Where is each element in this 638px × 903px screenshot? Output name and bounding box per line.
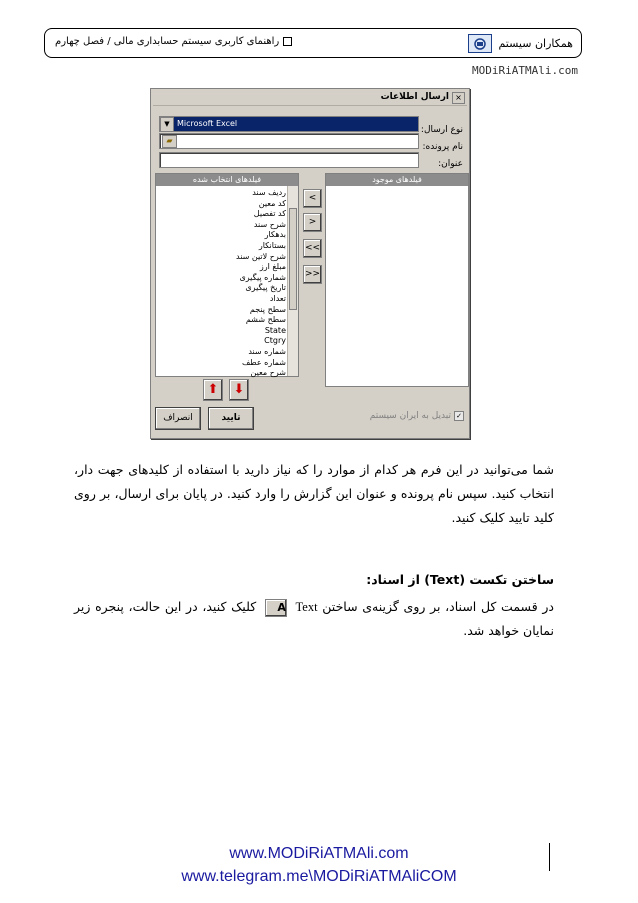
text-word: Text [295, 600, 318, 614]
selected-fields-list[interactable] [236, 188, 286, 379]
paragraph-line: نمایان خواهد شد. [463, 623, 554, 638]
cancel-button[interactable]: انصراف [155, 407, 201, 430]
send-type-label: نوع ارسال: [420, 125, 463, 135]
caption-label: عنوان: [438, 159, 463, 169]
list-item[interactable]: بدهکار [264, 230, 286, 240]
list-item[interactable]: Ctgry [264, 336, 286, 346]
header-company-name: همکاران سیستم [498, 37, 573, 50]
selected-fields-header: فیلدهای انتخاب شده [156, 174, 298, 186]
list-item[interactable]: شرح سند [253, 219, 286, 229]
arrow-up-icon: ⬆ [207, 382, 219, 397]
site-url-top: MODiRiATMAli.com [472, 64, 578, 77]
paragraph-text [74, 595, 554, 643]
list-item[interactable]: بستانکار [258, 240, 286, 250]
selected-fields-scrollbar[interactable] [287, 186, 298, 376]
list-item[interactable]: شرح لاتین سند [236, 251, 286, 261]
list-item[interactable]: تعداد [269, 293, 286, 303]
footer-website-link[interactable]: www.MODiRiATMAli.com [229, 845, 409, 862]
file-name-field[interactable] [159, 133, 419, 149]
list-item[interactable]: مبلغ ارز [259, 262, 286, 272]
page-header [44, 28, 582, 58]
move-down-button[interactable] [229, 379, 249, 401]
available-fields-header: فیلدهای موجود [326, 174, 468, 186]
selected-fields-panel[interactable] [155, 173, 299, 377]
close-icon[interactable]: × [452, 92, 465, 104]
dialog-title: ارسال اطلاعات [380, 92, 449, 102]
section-heading: ساختن تکست (Text) از اسناد: [366, 572, 554, 587]
list-item[interactable]: شماره سند [248, 346, 286, 356]
move-right-button[interactable]: > [303, 213, 322, 232]
convert-label: تبدیل به ایران سیستم [369, 411, 451, 421]
header-company [468, 34, 573, 53]
folder-open-icon[interactable]: ▰ [162, 135, 177, 148]
list-item[interactable]: ردیف سند [252, 188, 286, 197]
list-item[interactable]: سطح پنجم [249, 304, 286, 314]
list-item[interactable]: کد معین [258, 198, 286, 208]
paragraph-text-b: کلیک کنید، در این حالت، پنجره زیر [74, 599, 257, 614]
header-guide-text: راهنمای کاربری سیستم حسابداری مالی / فصل چهارم [55, 36, 280, 47]
move-all-right-button[interactable]: >> [303, 265, 322, 284]
paragraph-intro [74, 458, 554, 530]
caption-field[interactable] [159, 152, 419, 168]
send-data-dialog [150, 88, 470, 439]
list-item[interactable]: کد تفصیل [253, 209, 286, 219]
paragraph-text-a: در قسمت کل اسناد، بر روی گزینه‌ی ساختن [322, 599, 554, 614]
file-name-label: نام پرونده: [422, 142, 463, 152]
paragraph-line: انتخاب کنید. سپس نام پرونده و عنوان این گزارش را وارد کنید. در پایان برای ارسال، بر روی [74, 486, 554, 501]
text-tool-icon: A [265, 599, 287, 617]
scrollbar-thumb[interactable] [289, 208, 297, 310]
square-bullet-icon [283, 37, 292, 46]
send-type-value: Microsoft Excel [174, 117, 418, 131]
dialog-titlebar [153, 91, 467, 106]
ok-button[interactable]: تایید [208, 407, 254, 430]
list-item[interactable]: شماره عطف [242, 357, 286, 367]
paragraph-line: کلید تایید کلیک کنید. [451, 510, 554, 525]
footer-telegram-link[interactable]: www.telegram.me\MODiRiATMAliCOM [181, 868, 457, 885]
send-type-select[interactable] [159, 116, 419, 132]
list-item[interactable]: شرح معین [250, 368, 286, 378]
list-item[interactable]: سطح ششم [245, 315, 286, 325]
move-up-button[interactable] [203, 379, 223, 401]
company-logo-icon [468, 34, 492, 53]
paragraph-line: شما می‌توانید در این فرم هر کدام از موارد را که نیاز دارید با استفاده از کلیدهای جهت دار، [74, 462, 554, 477]
move-left-button[interactable]: < [303, 189, 322, 208]
header-guide [55, 36, 292, 47]
arrow-down-icon: ⬇ [233, 382, 245, 397]
convert-checkbox[interactable]: ✓ [454, 411, 464, 421]
list-item[interactable]: تاریخ پیگیری [245, 283, 286, 293]
list-item[interactable]: شماره پیگیری [239, 272, 286, 282]
available-fields-panel[interactable] [325, 173, 469, 387]
paragraph-line [74, 595, 554, 619]
list-item[interactable]: State [264, 325, 286, 335]
chevron-down-icon[interactable]: ▼ [160, 117, 174, 132]
move-all-left-button[interactable]: << [303, 239, 322, 258]
